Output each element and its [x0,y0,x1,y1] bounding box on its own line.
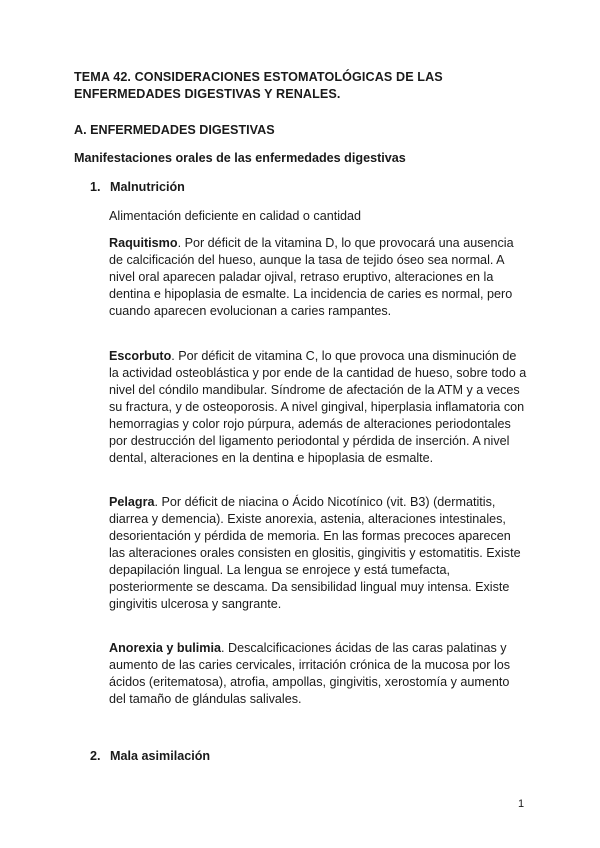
section-heading: A. ENFERMEDADES DIGESTIVAS [74,123,275,137]
paragraph-text: . Por déficit de niacina o Ácido Nicotínico (vit. B3) (dermatitis, diarrea y demencia). Existe anorexia, astenia, alteraciones intestinales, desorientación y pérdida de memoria. En las formas precoces aparecen las alteraciones orales consisten en glositis, gingivitis y estomatitis. Existe depapilación lingual. La lengua se enrojece y está tumefacta, posteriormente se descama. Da sensibilidad lingual muy intensa. Existe gingivitis ulcerosa y sangrante. [109,495,521,611]
list-number: 2. [90,749,101,763]
paragraph-term: Pelagra [109,495,155,509]
paragraph-term: Raquitismo [109,236,178,250]
paragraph-pelagra [109,494,529,613]
subsection-heading: Manifestaciones orales de las enfermedades digestivas [74,151,406,165]
list-heading-text: Mala asimilación [110,749,211,763]
paragraph-text: . Descalcificaciones ácidas de las caras palatinas y aumento de las caries cervicales, irritación crónica de la mucosa por los ácidos (eritematosa), atrofia, ampollas, gingivitis, xerostomía y aumento del tamaño de glándulas salivales. [109,641,511,706]
paragraph-term: Escorbuto [109,349,172,363]
document-title: TEMA 42. CONSIDERACIONES ESTOMATOLÓGICAS DE LAS ENFERMEDADES DIGESTIVAS Y RENALES. [74,70,443,101]
list-item-heading-malnutricion [90,179,185,196]
list-item-heading-mala-asimilacion [90,748,210,765]
paragraph-anorexia-bulimia [109,640,529,708]
intro-paragraph: Alimentación deficiente en calidad o cantidad [109,209,362,223]
paragraph-text: . Por déficit de vitamina C, lo que provoca una disminución de la actividad osteoblástica y por ende de la cantidad de hueso, sobre todo a nivel del cóndilo mandibular. Síndrome de afectación de la ATM y a veces su fractura, y de osteoporosis. A nivel gingival, hiperplasia inflamatoria con hemorragias y color rojo púrpura, además de alteraciones periodontales por destrucción del ligamento periodontal y pérdida de inserción. A nivel dental, alteraciones en la dentina e hipoplasia de esmalte. [109,349,527,465]
list-heading-text: Malnutrición [110,180,185,194]
paragraph-raquitismo [109,235,529,320]
page-number: 1 [518,798,525,810]
paragraph-term: Anorexia y bulimia [109,641,221,655]
paragraph-text: . Por déficit de la vitamina D, lo que provocará una ausencia de calcificación del hueso, aunque la tasa de tejido óseo sea normal. A nivel oral aparecen paladar ojival, retraso eruptivo, alteraciones en la dentina e hipoplasia de esmalte. La incidencia de caries es normal, pero cuando aparecen evolucionan a caries rampantes. [109,236,514,318]
paragraph-escorbuto [109,348,529,467]
list-number: 1. [90,180,101,194]
